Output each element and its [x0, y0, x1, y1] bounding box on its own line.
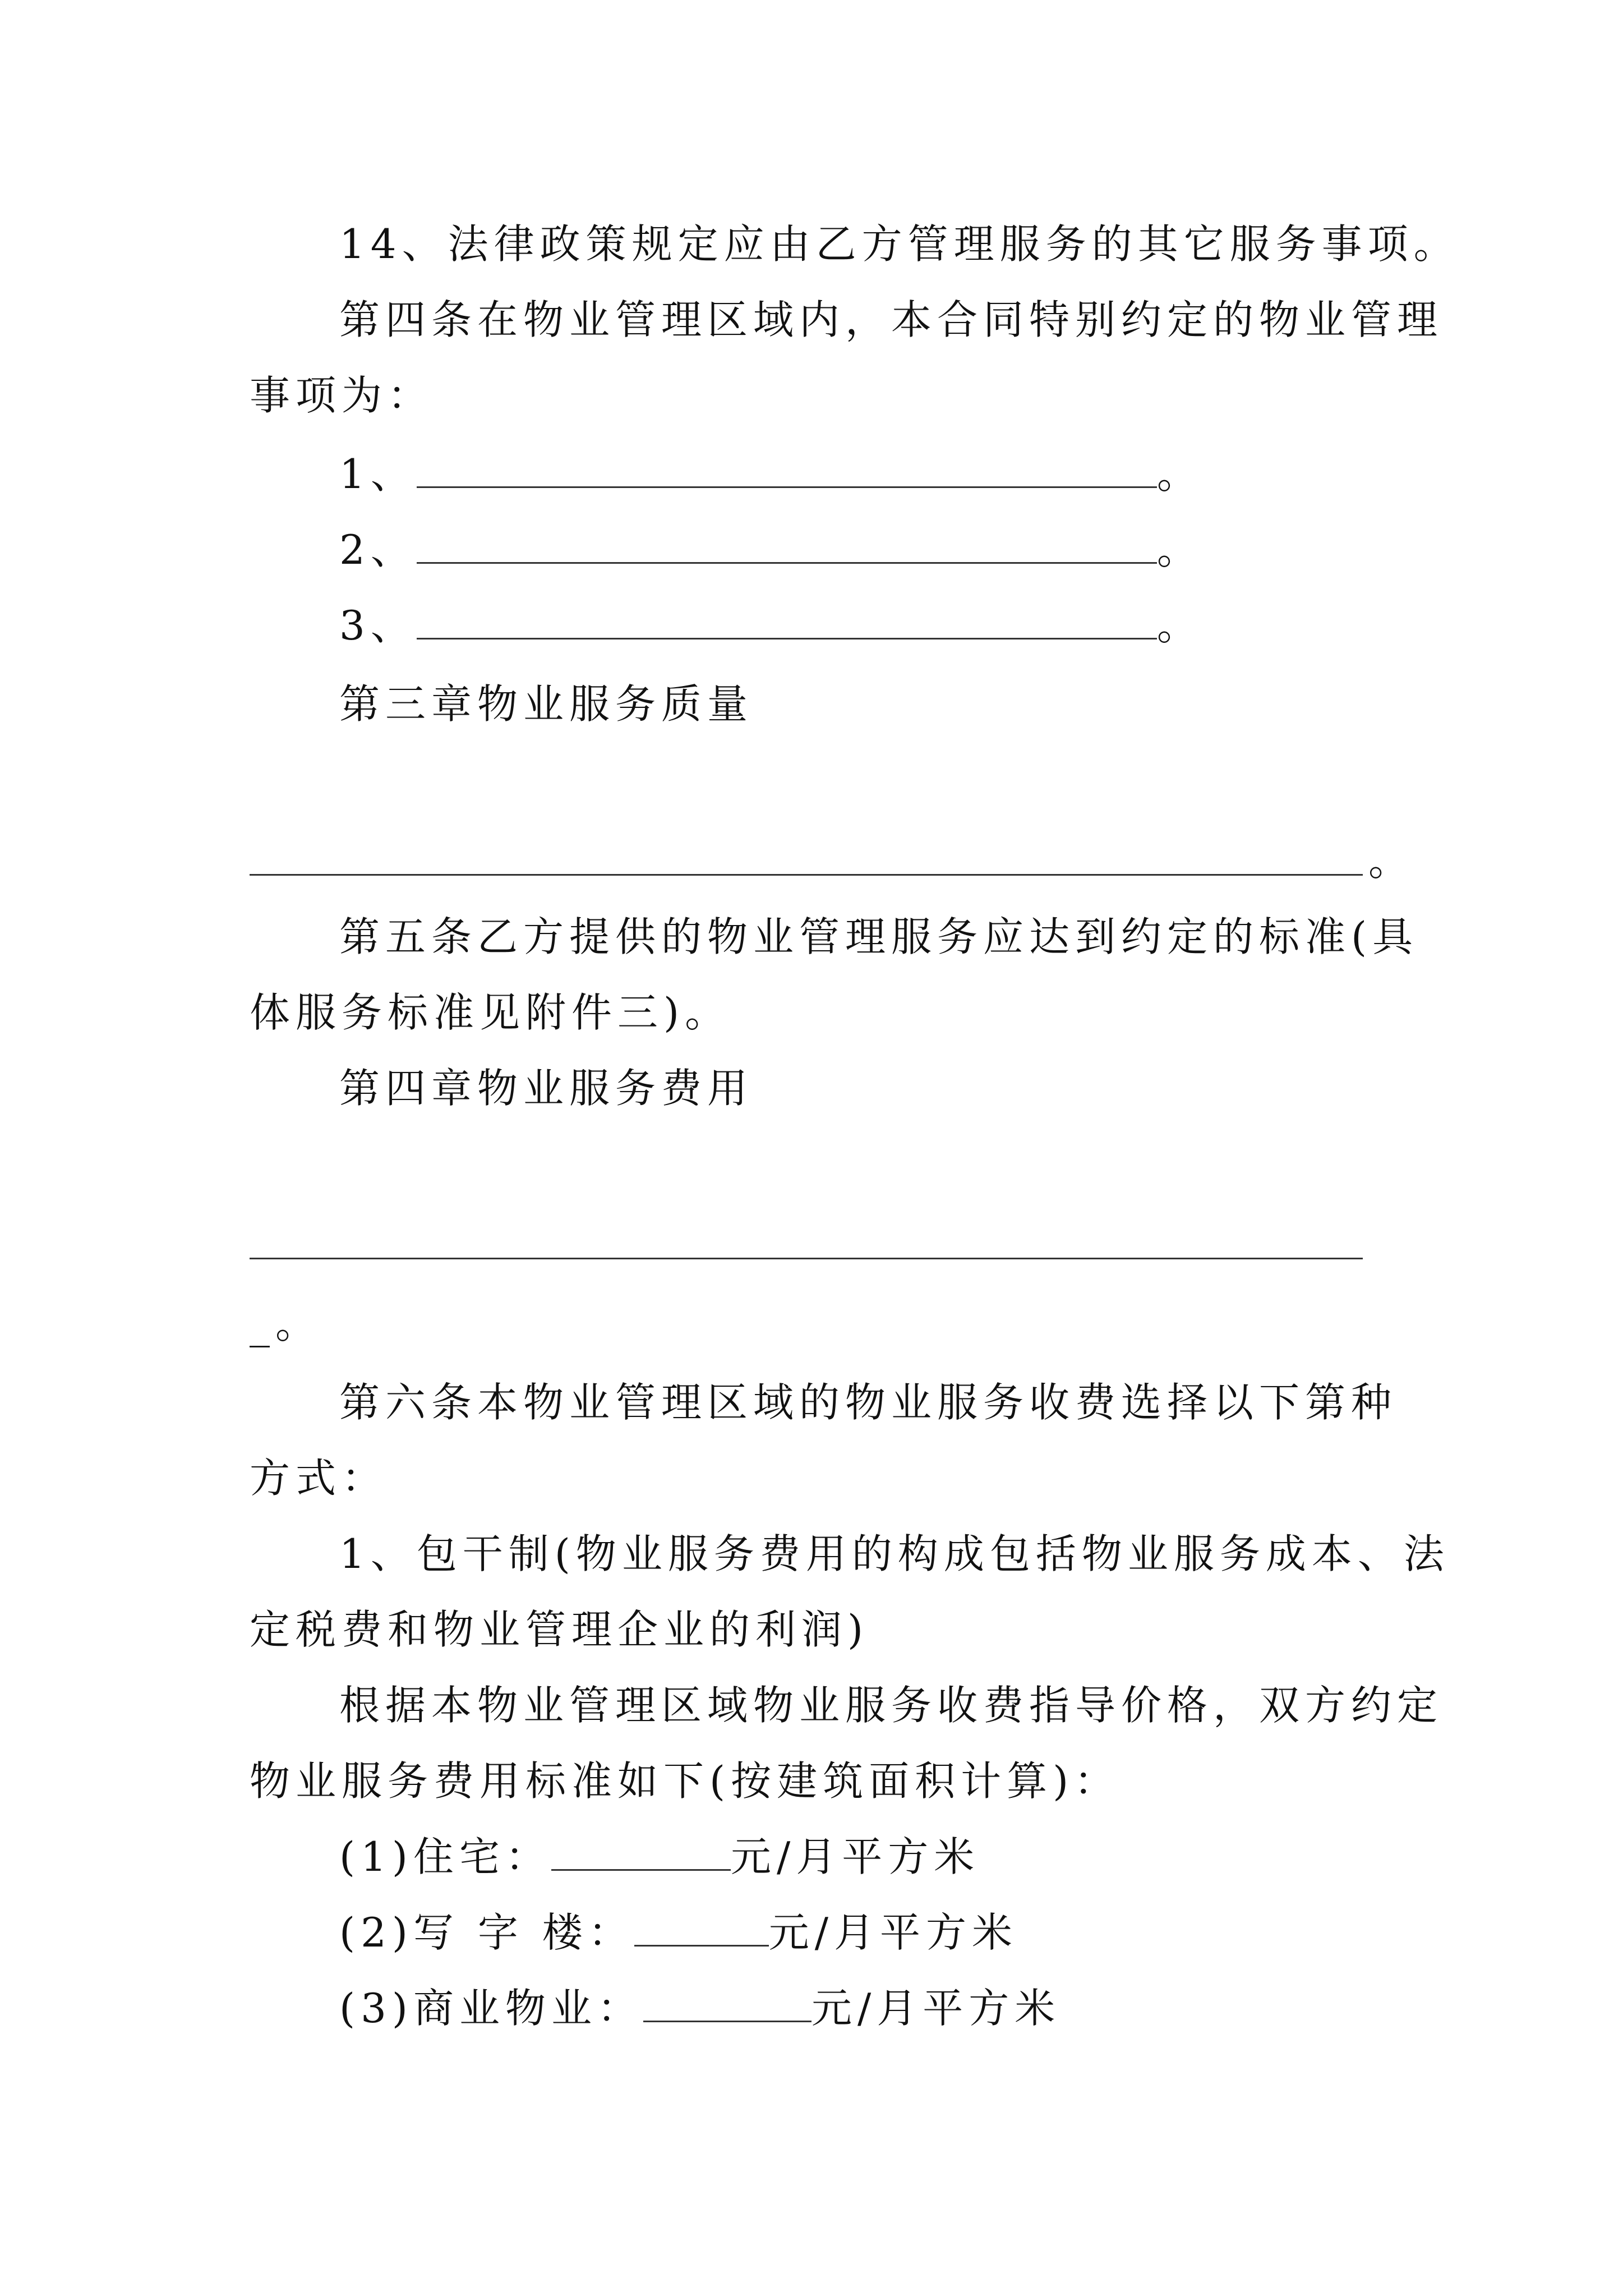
fee-office	[339, 1907, 1018, 1958]
special-item-2	[339, 524, 1203, 575]
item-number: 3、	[339, 602, 417, 649]
fee-basis-line-2: 物业服务费用标准如下(按建筑面积计算)：	[250, 1757, 1121, 1805]
item-period: 。	[1156, 602, 1203, 649]
article-6-line-2: 方式：	[250, 1455, 388, 1502]
chapter-4-heading: 第四章物业服务费用	[339, 1065, 754, 1112]
item-number: 1、	[339, 450, 417, 498]
article-5-line-1: 第五条乙方提供的物业管理服务应达到约定的标准(具	[339, 913, 1419, 960]
blank-line-chapter-4	[250, 1258, 1363, 1259]
article-6-line-1: 第六条本物业管理区域的物业服务收费选择以下第种	[339, 1379, 1398, 1426]
fee-residential	[339, 1832, 980, 1882]
special-item-3	[339, 600, 1203, 651]
blank-field	[634, 1911, 769, 1947]
fee-commercial	[339, 1983, 1061, 2033]
blank-field	[417, 604, 1157, 639]
fee-unit: 元/月平方米	[768, 1909, 1018, 1956]
fee-label: (2)写 字 楼：	[339, 1909, 634, 1956]
fee-unit: 元/月平方米	[731, 1833, 980, 1880]
option-1-line-1: 1、包干制(物业服务费用的构成包括物业服务成本、法	[339, 1530, 1450, 1577]
blank-line-chapter-3	[250, 874, 1363, 876]
item-period: 。	[1156, 526, 1203, 573]
item-number: 2、	[339, 526, 417, 573]
chapter-3-heading: 第三章物业服务质量	[339, 680, 754, 728]
special-item-1	[339, 449, 1203, 499]
fee-label: (3)商业物业：	[339, 1985, 643, 2032]
blank-field	[551, 1835, 731, 1871]
fee-basis-line-1: 根据本物业管理区域物业服务收费指导价格，双方约定	[339, 1682, 1444, 1729]
blank-field	[417, 528, 1157, 564]
article-4-line-2: 事项为：	[250, 372, 434, 419]
article-5-line-2: 体服务标准见附件三)。	[250, 989, 731, 1036]
chapter-4-blank-tail: _。	[250, 1300, 322, 1347]
fee-unit: 元/月平方米	[811, 1985, 1061, 2032]
blank-field	[643, 1987, 811, 2022]
article-4-line-1: 第四条在物业管理区域内，本合同特别约定的物业管理	[339, 296, 1444, 343]
option-1-line-2: 定税费和物业管理企业的利润)	[250, 1606, 869, 1653]
clause-14: 14、法律政策规定应由乙方管理服务的其它服务事项。	[339, 220, 1460, 268]
blank-field	[417, 453, 1157, 488]
item-period: 。	[1156, 450, 1203, 498]
fee-label: (1)住宅：	[339, 1833, 551, 1880]
chapter-3-blank-period: 。	[1368, 838, 1409, 885]
